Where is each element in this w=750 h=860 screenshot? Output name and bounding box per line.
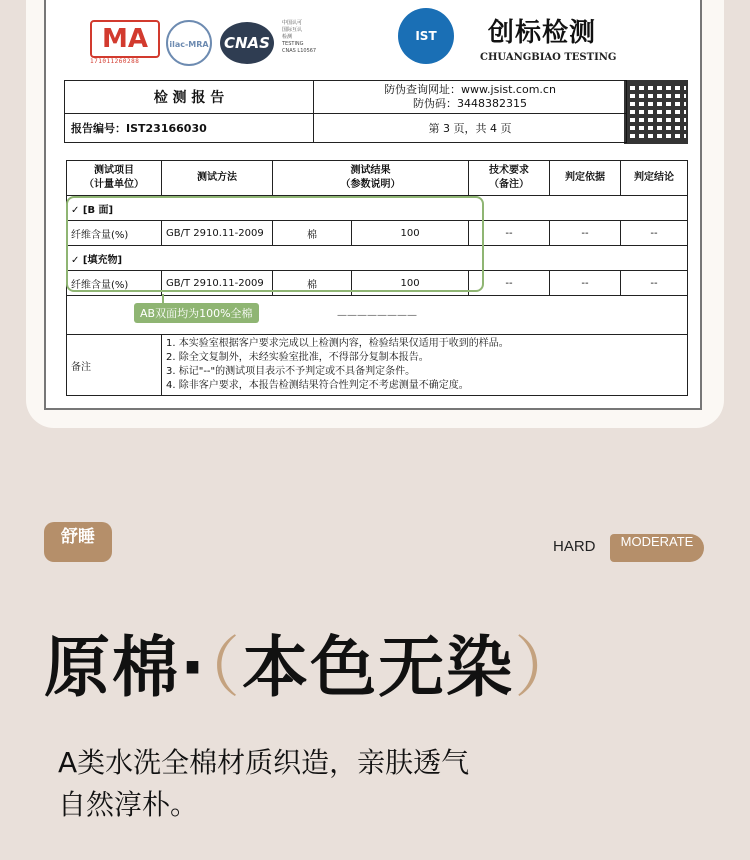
report-title: 检 测 报 告 <box>65 81 314 114</box>
qr-code <box>626 82 686 142</box>
report-query <box>314 81 627 114</box>
subtitle-line2: 自然淳朴。 <box>58 788 199 821</box>
headline-part2: 本色无染 <box>242 629 515 706</box>
cell-tech: -- <box>469 221 550 246</box>
remark-item: 3. 标记"--"的测试项目表示不予判定或不具备判定条件。 <box>166 366 416 377</box>
anti-fake-code: 防伪码：3448382315 <box>413 97 527 110</box>
company-name-en: CHUANGBIAO TESTING <box>480 52 617 63</box>
col-test-method: 测试方法 <box>162 161 273 196</box>
headline <box>44 614 582 709</box>
cell-fiber: 棉 <box>273 221 352 246</box>
right-paren-icon: ） <box>514 629 583 706</box>
cell-basis: -- <box>550 221 621 246</box>
group-b-label: ✓ [B 面] <box>67 196 688 221</box>
page-info: 第 3 页，共 4 页 <box>314 114 627 143</box>
highlight-box <box>66 196 484 292</box>
brand-badge: 舒睡 <box>44 522 112 562</box>
report-header-table <box>64 80 627 143</box>
subtitle <box>58 742 469 826</box>
query-url: 防伪查询网址：www.jsist.com.cn <box>384 83 556 96</box>
col-test-item: 测试项目 （计量单位） <box>67 161 162 196</box>
left-paren-icon: （ <box>207 629 243 706</box>
remarks-list <box>162 335 688 396</box>
ilac-logo: ilac-MRA <box>166 20 212 66</box>
cell-conclusion: -- <box>621 271 688 296</box>
cell-basis: -- <box>550 271 621 296</box>
cell-item: 纤维含量(%) <box>67 221 162 246</box>
col-conclusion: 判定结论 <box>621 161 688 196</box>
cell-method: GB/T 2910.11-2009 <box>162 221 273 246</box>
cell-item: 纤维含量(%) <box>67 271 162 296</box>
group-fill-label: ✓ [填充物] <box>67 246 688 271</box>
company-name-cn: 创标检测 <box>488 18 597 48</box>
report-number: 报告编号：IST23166030 <box>65 114 314 143</box>
cma-number: 171011260288 <box>90 58 140 65</box>
ist-logo: IST <box>398 8 454 64</box>
cell-method: GB/T 2910.11-2009 <box>162 271 273 296</box>
cell-fiber: 棉 <box>273 271 352 296</box>
cma-mark: MA <box>90 20 160 58</box>
remark-item: 1. 本实验室根据客户要求完成以上检测内容，检验结果仅适用于收到的样品。 <box>166 338 509 349</box>
cell-value: 100 <box>352 271 469 296</box>
cnas-caption: 中国认可 国际互认 检测 TESTING CNAS L10567 <box>282 20 317 54</box>
remarks-label: 备注 <box>67 335 162 396</box>
table-header-row <box>67 161 688 196</box>
col-tech-req: 技术要求 （备注） <box>469 161 550 196</box>
firmness-hard-label: HARD <box>553 538 596 555</box>
cell-tech: -- <box>469 271 550 296</box>
firmness-moderate-tag: MODERATE <box>610 534 704 562</box>
cell-value: 100 <box>352 221 469 246</box>
end-marker: ———————— <box>67 296 688 335</box>
col-basis: 判定依据 <box>550 161 621 196</box>
subtitle-line1: A类水洗全棉材质织造，亲肤透气 <box>58 746 470 779</box>
cnas-logo: CNAS <box>220 22 274 64</box>
cma-logo <box>90 20 158 68</box>
headline-part1: 原棉· <box>44 629 208 706</box>
cell-conclusion: -- <box>621 221 688 246</box>
highlight-annotation: AB双面均为100%全棉 <box>134 303 259 323</box>
col-test-result: 测试结果 （参数说明） <box>273 161 469 196</box>
remarks-row <box>67 335 688 396</box>
remark-item: 4. 除非客户要求，本报告检测结果符合性判定不考虑测量不确定度。 <box>166 380 469 391</box>
remark-item: 2. 除全文复制外，未经实验室批准，不得部分复制本报告。 <box>166 352 429 363</box>
